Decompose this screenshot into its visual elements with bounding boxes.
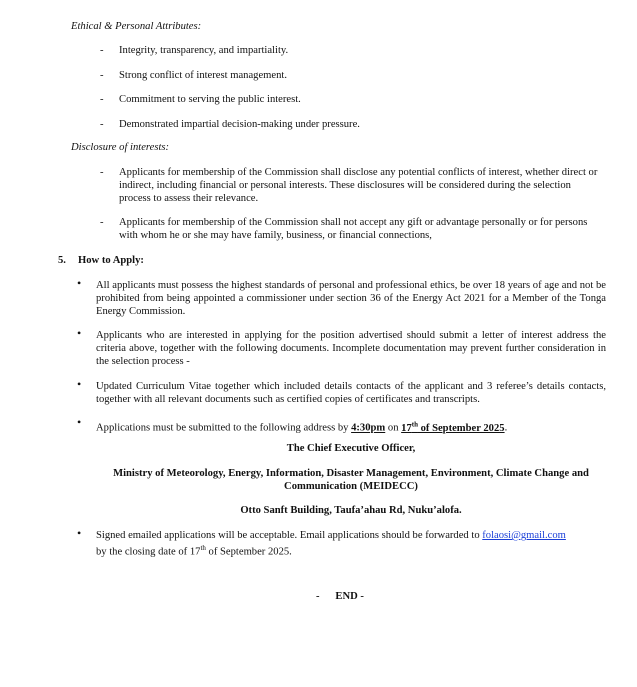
- bullet-marker: •: [77, 377, 82, 391]
- dash-marker: -: [100, 167, 104, 178]
- email-prefix: Signed emailed applications will be acceptable. Email applications should be forwarded to: [96, 530, 483, 541]
- ethical-heading: Ethical & Personal Attributes:: [71, 21, 202, 32]
- end-marker: - END -: [316, 591, 364, 602]
- disclosure-item: Applicants for membership of the Commission shall disclose any potential conflicts of interest, whether direct or indirect, including financial or personal interests. These disclosures will be considered during the selection process to assess their relevance.: [119, 167, 598, 204]
- submit-time: 4:30pm: [351, 422, 386, 434]
- apply-item: Updated Curriculum Vitae together which included details contacts of the applicant and 3 referee’s details contacts, together with all relevant documents such as certified copies of certificates and transcripts.: [96, 381, 606, 405]
- email-item: [96, 529, 616, 559]
- ethical-item: Strong conflict of interest management.: [119, 70, 287, 81]
- email-line2-rest: of September 2025.: [205, 546, 292, 558]
- ethical-item: Integrity, transparency, and impartiality.: [119, 45, 289, 56]
- apply-item: All applicants must possess the highest standards of personal and professional ethics, be over 18 years of age and not be prohibited from being appointed a commissioner under section 36 of the Energy Act 2021 for a Member of the Tonga Energy Commission.: [96, 280, 606, 317]
- disclosure-heading: Disclosure of interests:: [71, 142, 170, 153]
- disclosure-item: Applicants for membership of the Commission shall not accept any gift or advantage personally or for persons with whom he or she may have family, business, or financial connections,: [119, 217, 588, 241]
- address-line-1: The Chief Executive Officer,: [286, 443, 416, 454]
- submit-date-sup: th: [411, 420, 418, 428]
- submit-date-day: 17: [401, 422, 412, 434]
- bullet-marker: •: [77, 326, 82, 340]
- submit-end: .: [504, 422, 508, 434]
- submit-prefix: Applications must be submitted to the following address by: [96, 422, 352, 434]
- email-link[interactable]: folaosi@gmail.com: [482, 530, 566, 541]
- address-line-3: Otto Sanft Building, Taufa’ahau Rd, Nuku’alofa.: [240, 505, 462, 516]
- dash-marker: -: [100, 70, 104, 81]
- section-heading: How to Apply:: [78, 255, 144, 266]
- dash-marker: -: [100, 94, 104, 105]
- apply-submit-item: [96, 418, 606, 435]
- bullet-marker: •: [77, 415, 82, 429]
- dash-marker: -: [100, 217, 104, 228]
- bullet-marker: •: [77, 276, 82, 290]
- ethical-item: Demonstrated impartial decision-making under pressure.: [119, 119, 360, 130]
- dash-marker: -: [100, 45, 104, 56]
- email-line2-sup: th: [200, 544, 206, 552]
- ethical-item: Commitment to serving the public interest.: [119, 94, 301, 105]
- submit-mid: on: [385, 422, 402, 434]
- dash-marker: -: [100, 119, 104, 130]
- section-number: 5.: [58, 255, 66, 266]
- submit-date-rest: of September 2025: [417, 422, 505, 434]
- address-line-2: Ministry of Meteorology, Energy, Information, Disaster Management, Environment, Climate Change and Communication (MEIDECC): [113, 468, 589, 492]
- email-line2-prefix: by the closing date of 17: [96, 546, 201, 558]
- apply-item: Applicants who are interested in applying for the position advertised should submit a letter of interest address the criteria above, together with the following documents. Incomplete documentation may prevent further consideration in the selection process -: [96, 330, 606, 367]
- bullet-marker: •: [77, 526, 82, 540]
